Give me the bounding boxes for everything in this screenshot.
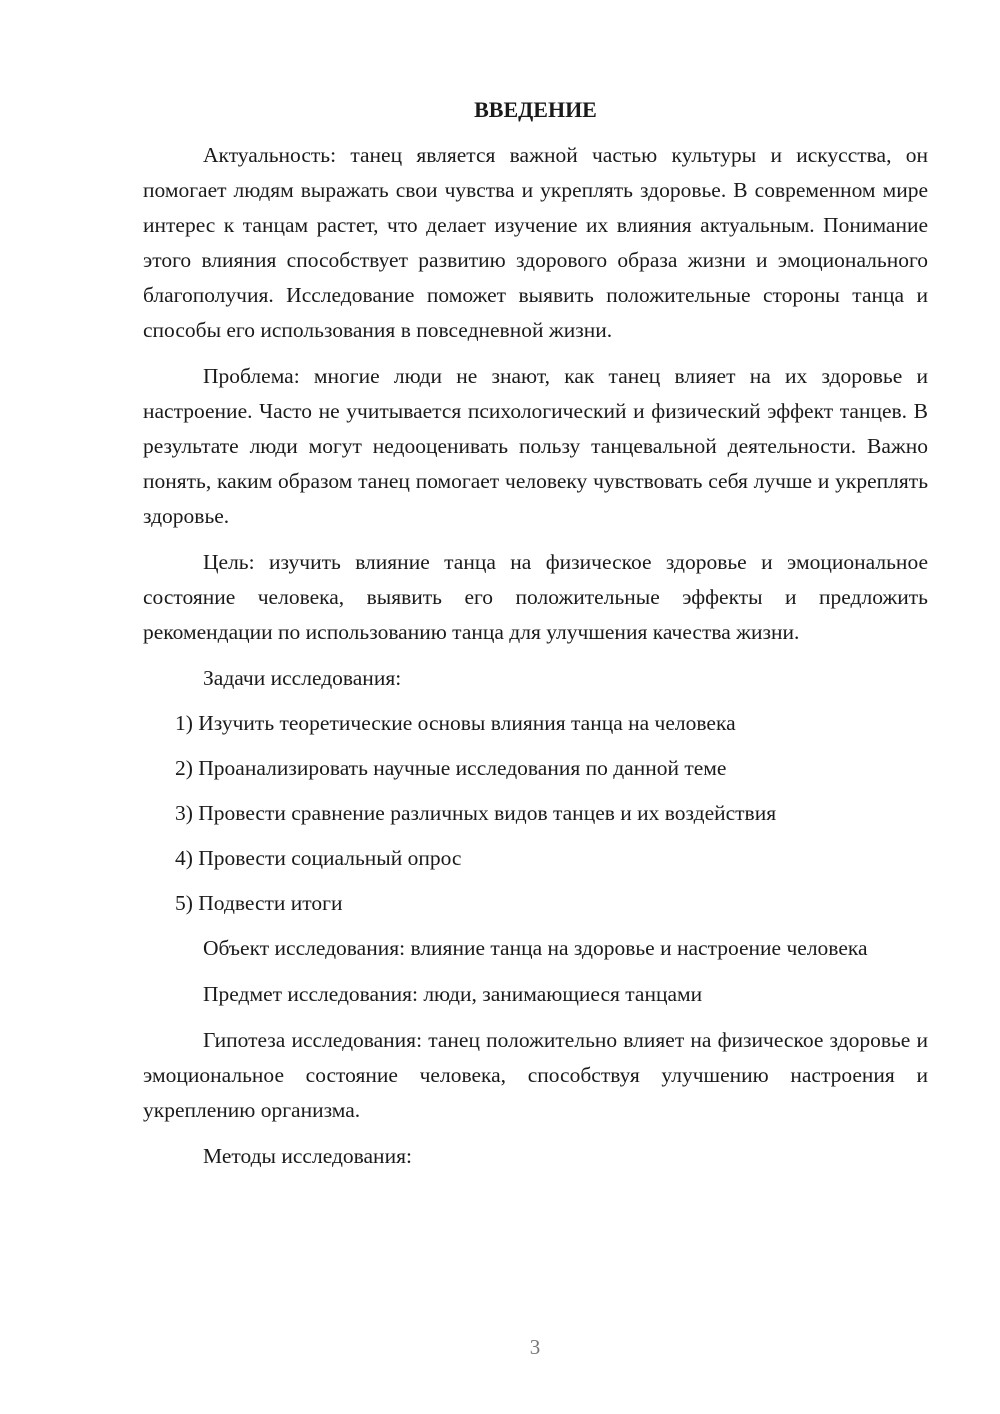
section-title: ВВЕДЕНИЕ	[474, 97, 597, 122]
tasks-list	[143, 706, 928, 921]
relevance-paragraph: Актуальность: танец является важной частью культуры и искусства, он помогает людям выражать свои чувства и укреплять здоровье. В современном мире интерес к танцам растет, что делает изучение их влияния актуальным. Понимание этого влияния способствует развитию здорового образа жизни и эмоционального благополучия. Исследование поможет выявить положительные стороны танца и способы его использования в повседневной жизни.	[143, 143, 928, 342]
goal-paragraph: Цель: изучить влияние танца на физическое здоровье и эмоциональное состояние человека, выявить его положительные эффекты и предложить рекомендации по использованию танца для улучшения качества жизни.	[143, 550, 928, 644]
task-item-2: 2) Проанализировать научные исследования по данной теме	[175, 756, 727, 780]
task-item-3: 3) Провести сравнение различных видов танцев и их воздействия	[175, 801, 777, 825]
methods-heading: Методы исследования:	[203, 1144, 412, 1168]
hypothesis-paragraph: Гипотеза исследования: танец положительно влияет на физическое здоровье и эмоциональное состояние человека, способствуя улучшению настроения и укреплению организма.	[143, 1028, 928, 1122]
object-paragraph: Объект исследования: влияние танца на здоровье и настроение человека	[203, 936, 868, 960]
tasks-heading: Задачи исследования:	[203, 666, 402, 690]
document-page	[143, 92, 928, 1185]
page-number: 3	[529, 1335, 541, 1359]
subject-paragraph: Предмет исследования: люди, занимающиеся танцами	[203, 982, 703, 1006]
task-item-4: 4) Провести социальный опрос	[175, 846, 462, 870]
task-item-1: 1) Изучить теоретические основы влияния танца на человека	[175, 711, 736, 735]
problem-paragraph: Проблема: многие люди не знают, как танец влияет на их здоровье и настроение. Часто не учитывается психологический и физический эффект танцев. В результате люди могут недооценивать пользу танцевальной деятельности. Важно понять, каким образом танец помогает человеку чувствовать себя лучше и укреплять здоровье.	[143, 364, 928, 528]
task-item-5: 5) Подвести итоги	[175, 891, 343, 915]
